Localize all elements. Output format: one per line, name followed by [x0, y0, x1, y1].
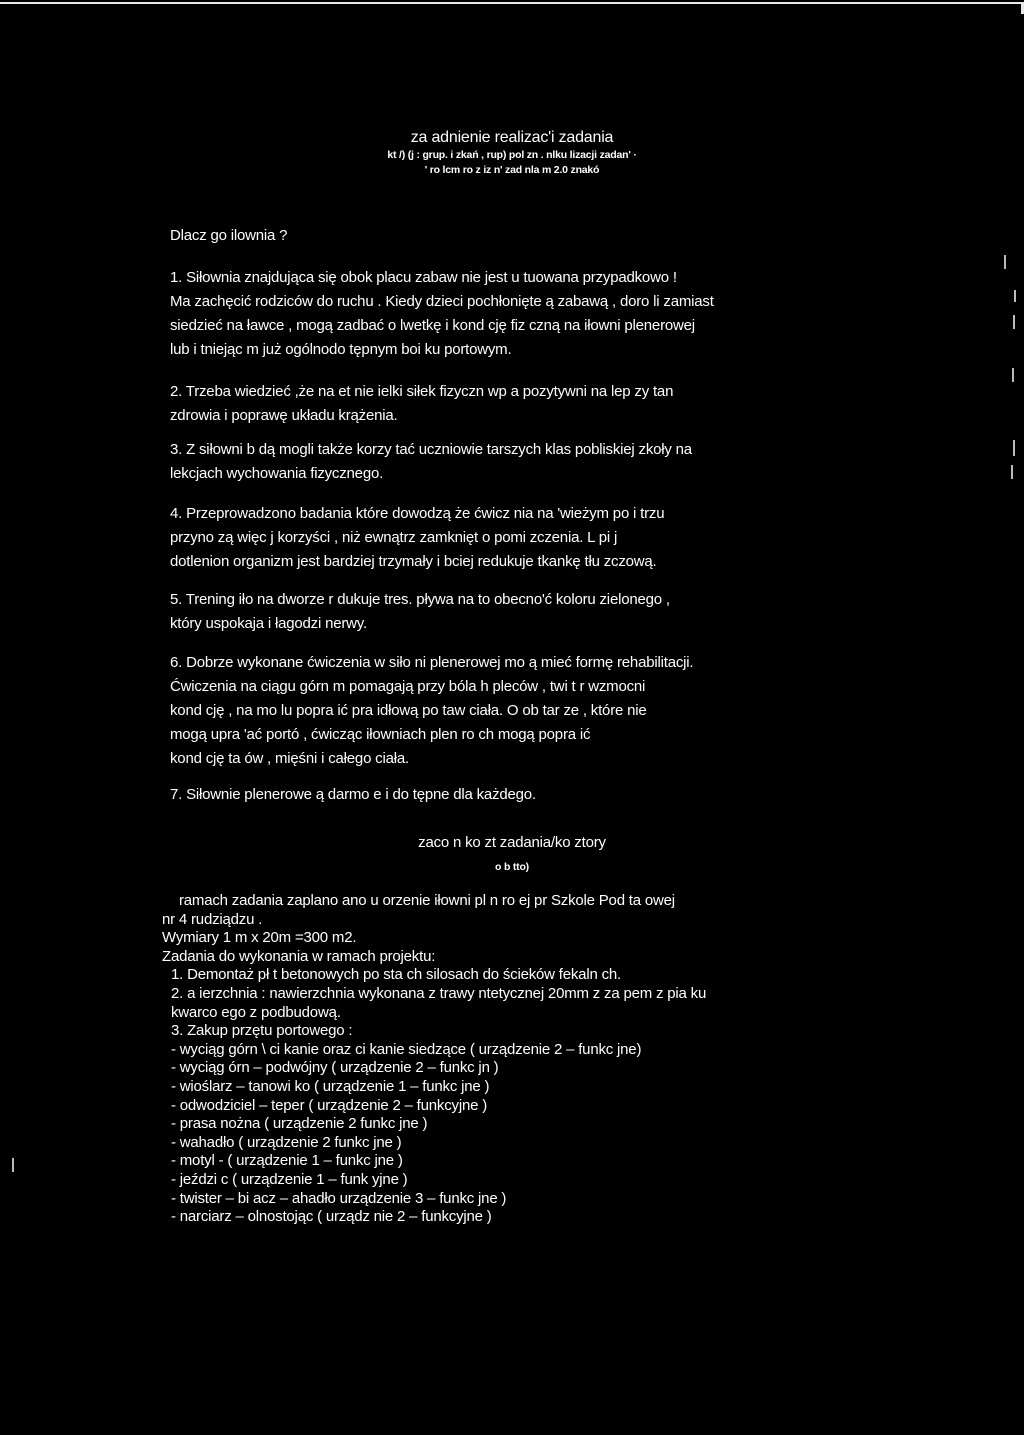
point-1-line: Ma zachęcić rodziców do ruchu . Kiedy dzieci pochłonięte ą zabawą , doro li zamiast	[170, 293, 714, 310]
point-2	[170, 382, 673, 430]
equipment-item: - wahadło ( urządzenie 2 funkc jne )	[171, 1133, 402, 1151]
point-2-line: 2. Trzeba wiedzieć ,że na et nie ielki siłek fizyczn wp a pozytywni na lep zy tan	[170, 383, 674, 400]
point-4-line: 4. Przeprowadzono badania które dowodzą że ćwicz nia na 'wieżym po i trzu	[170, 505, 665, 522]
scan-top-border	[0, 2, 1024, 10]
point-7	[170, 785, 536, 809]
task-line: 2. a ierzchnia : nawierzchnia wykonana z trawy ntetycznej 20mm z za pem z pia ku	[171, 984, 707, 1002]
point-3	[170, 440, 692, 488]
point-6-line: Ćwiczenia na ciągu górn m pomagają przy bóla h pleców , twi t r wzmocni	[170, 678, 646, 695]
costs-section-title: zaco n ko zt zadania/ko ztory	[418, 834, 606, 851]
equipment-item: - prasa nożna ( urządzenie 2 funkc jne )	[171, 1115, 428, 1133]
section-subtitle-line-1: kt /) (j : grup. i zkań , rup) pol zn . nlku lizacji zadan' ·	[387, 149, 637, 161]
point-3-line: 3. Z siłowni b dą mogli także korzy tać uczniowie tarszych klas pobliskiej zkoły na	[170, 441, 692, 458]
project-description	[162, 892, 706, 1227]
description-line: Wymiary 1 m x 20m =300 m2.	[162, 929, 357, 947]
scan-artifact-left-1	[12, 1158, 14, 1172]
description-line: nr 4 rudziądzu .	[162, 910, 263, 928]
task-line: 3. Zakup przętu portowego :	[171, 1022, 353, 1040]
scan-artifact-right-2	[1014, 290, 1016, 302]
task-line: 1. Demontaż pł t betonowych po sta ch silosach do ścieków fekaln ch.	[171, 966, 621, 984]
point-1-line: 1. Siłownia znajdująca się obok placu zabaw nie jest u tuowana przypadkowo !	[170, 269, 677, 286]
equipment-item: - odwodziciel – teper ( urządzenie 2 – funkcyjne )	[171, 1096, 488, 1114]
equipment-item: - twister – bi acz – ahadło urządzenie 3 – funkc jne )	[171, 1189, 507, 1207]
point-1-line: lub i tniejąc m już ogólnodo tępnym boi ku portowym.	[170, 341, 512, 358]
scan-artifact-right-5	[1013, 440, 1015, 456]
point-6-line: kond cję ta ów , mięśni i całego ciała.	[170, 750, 409, 767]
point-4-line: dotlenion organizm jest bardziej trzymały i bciej redukuje tkankę tłu zczową.	[170, 553, 657, 570]
point-5-line: 5. Trening iło na dworze r dukuje tres. pływa na to obecno'ć koloru zielonego ,	[170, 591, 670, 608]
description-line: Zadania do wykonania w ramach projektu:	[162, 947, 436, 965]
point-6-line: mogą upra 'ać portó , ćwicząc iłowniach plen ro ch mogą popra ić	[170, 726, 591, 743]
equipment-item: - wyciąg órn – podwójny ( urządzenie 2 – funkc jn )	[171, 1059, 499, 1077]
task-line: kwarco ego z podbudową.	[171, 1003, 341, 1021]
question-heading: Dlacz go ilownia ?	[170, 227, 288, 244]
point-6-line: kond cję , na mo lu popra ić pra idłową po taw ciała. O ob tar ze , które nie	[170, 702, 647, 719]
point-6	[170, 653, 693, 773]
point-4-line: przyno zą więc j korzyści , niż ewnątrz zamknięt o pomi zczenia. L pi j	[170, 529, 618, 546]
point-1-line: siedzieć na ławce , mogą zadbać o lwetkę i kond cję fiz czną na iłowni plenerowej	[170, 317, 695, 334]
equipment-item: - wyciąg górn \ ci kanie oraz ci kanie siedzące ( urządzenie 2 – funkc jne)	[171, 1040, 642, 1058]
point-6-line: 6. Dobrze wykonane ćwiczenia w siło ni plenerowej mo ą mieć formę rehabilitacji.	[170, 654, 694, 671]
scan-artifact-right-4	[1012, 368, 1014, 382]
equipment-item: - wioślarz – tanowi ko ( urządzenie 1 – funkc jne )	[171, 1077, 490, 1095]
scan-artifact-right-6	[1011, 465, 1013, 479]
point-7-line: 7. Siłownie plenerowe ą darmo e i do tępne dla każdego.	[170, 786, 536, 803]
section-subtitle-line-2: ' ro lcm ro z iz n' zad nla m 2.0 znakó	[424, 164, 600, 176]
point-5-line: który uspokaja i łagodzi nerwy.	[170, 615, 367, 632]
section-title: za adnienie realizac'i zadania	[410, 129, 614, 146]
equipment-item: - motyl - ( urządzenie 1 – funkc jne )	[171, 1152, 403, 1170]
point-1	[170, 268, 714, 364]
description-line: ramach zadania zaplano ano u orzenie iłowni pl n ro ej pr Szkole Pod ta owej	[179, 892, 675, 909]
costs-section-subtitle: o b tto)	[495, 861, 529, 873]
scan-artifact-right-3	[1013, 315, 1015, 329]
point-5	[170, 590, 670, 638]
scan-artifact-right-1	[1004, 255, 1006, 269]
point-3-line: lekcjach wychowania fizycznego.	[170, 465, 384, 482]
equipment-item: - jeździ c ( urządzenie 1 – funk yjne )	[171, 1170, 408, 1188]
point-2-line: zdrowia i poprawę układu krążenia.	[170, 407, 398, 424]
equipment-item: - narciarz – olnostojąc ( urządz nie 2 – funkcyjne )	[171, 1208, 492, 1226]
point-4	[170, 504, 664, 576]
